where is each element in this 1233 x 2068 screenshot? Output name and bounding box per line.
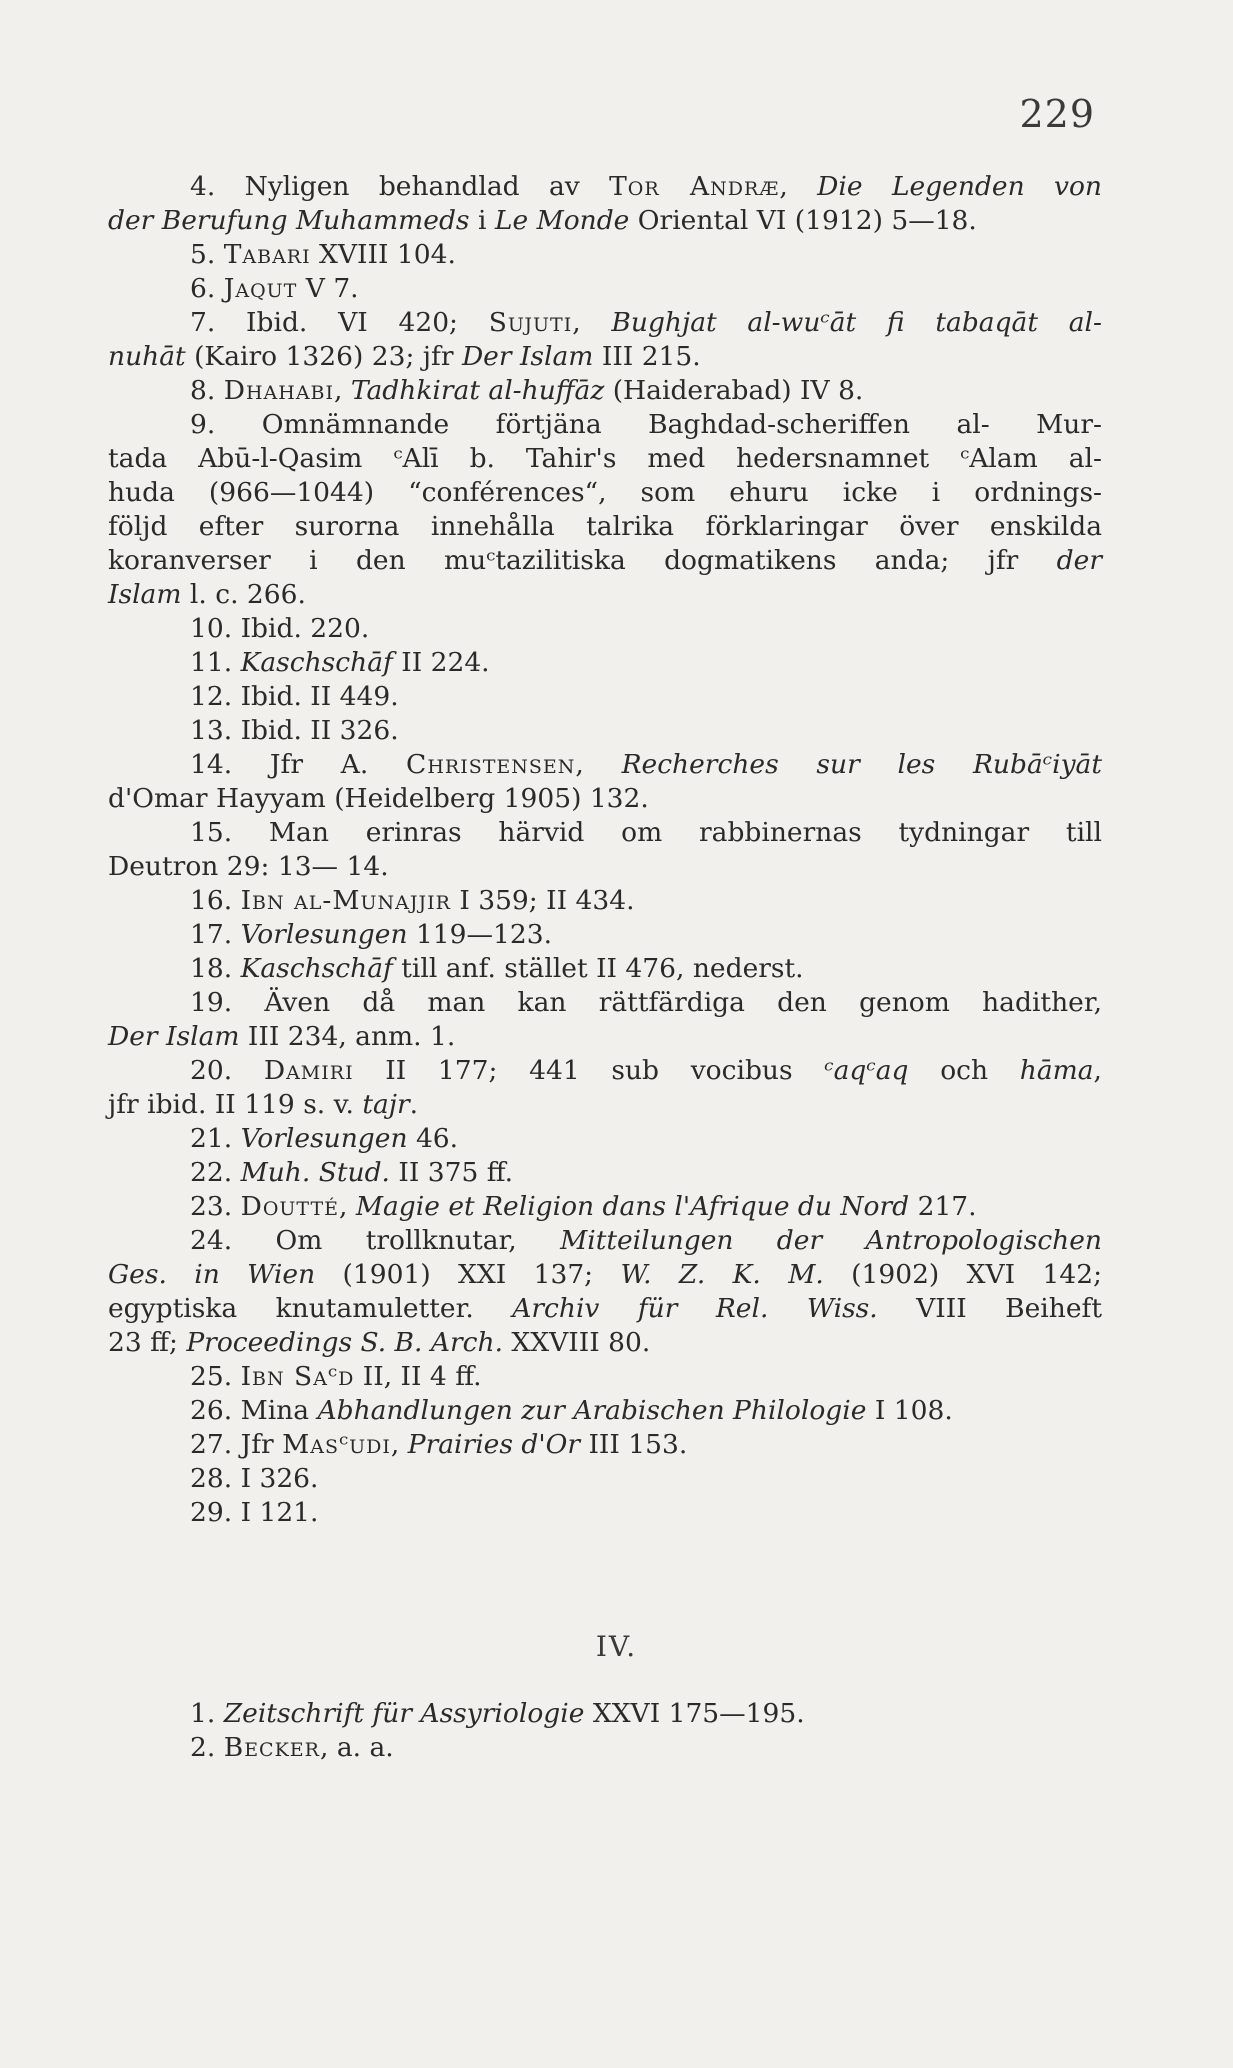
text-run: i xyxy=(469,205,495,236)
footnote-line xyxy=(108,1360,1102,1394)
text-run: 19. Även då man kan rättfärdiga den genom hadither, xyxy=(190,987,1102,1018)
footnote-line xyxy=(108,612,1102,646)
text-run: 27. Jfr xyxy=(190,1429,283,1460)
text-run: (Haiderabad) IV 8. xyxy=(604,375,864,406)
footnote-line xyxy=(108,238,1102,272)
footnote-line xyxy=(108,1428,1102,1462)
text-run: jfr ibid. II 119 s. v. xyxy=(108,1089,363,1120)
text-run: II 177; 441 sub vocibus xyxy=(353,1055,825,1086)
italic-title: Der Islam xyxy=(108,1021,240,1052)
text-run: 25. xyxy=(190,1361,241,1392)
text-run: 14. Jfr A. xyxy=(190,749,407,780)
footnote xyxy=(108,170,1102,238)
author-name: Dhahabi xyxy=(223,375,335,406)
text-run: XXVIII 80. xyxy=(503,1327,651,1358)
author-name: Tabari xyxy=(223,239,311,270)
footnote-line xyxy=(108,1156,1102,1190)
footnotes-section-iv xyxy=(108,1697,1102,1765)
text-run: 6. xyxy=(190,273,224,304)
footnote-line xyxy=(108,306,1102,340)
footnote-line xyxy=(108,850,1102,884)
footnote-line xyxy=(108,1190,1102,1224)
text-run: och xyxy=(908,1055,1020,1086)
text-run: XVIII 104. xyxy=(310,239,456,270)
footnote-line xyxy=(108,578,1102,612)
text-run: (1901) XXI 137; xyxy=(315,1259,621,1290)
text-run: 46. xyxy=(407,1123,459,1154)
footnote-line xyxy=(108,170,1102,204)
footnote-line xyxy=(108,884,1102,918)
text-run: , xyxy=(338,1191,356,1222)
italic-title: Tadhkirat al-huffāz xyxy=(350,375,605,406)
text-run: Deutron 29: 13— 14. xyxy=(108,851,389,882)
text-run: till anf. stället II 476, nederst. xyxy=(392,953,804,984)
footnote xyxy=(108,612,1102,646)
footnote-line xyxy=(108,1258,1102,1292)
text-run: II 375 ff. xyxy=(389,1157,514,1188)
text-run: (1902) XVI 142; xyxy=(823,1259,1102,1290)
footnote xyxy=(108,816,1102,884)
text-run: följd efter surorna innehålla talrika förklaringar över enskilda xyxy=(108,511,1102,542)
footnote-line xyxy=(108,1394,1102,1428)
footnote-line xyxy=(108,1697,1102,1731)
text-run: II, II 4 ff. xyxy=(354,1361,482,1392)
italic-title: Zeitschrift für Assyriologie xyxy=(223,1698,585,1729)
text-run: 217. xyxy=(909,1191,977,1222)
italic-title: Die Legenden von xyxy=(817,171,1103,202)
text-run: 5. xyxy=(190,239,224,270)
footnote xyxy=(108,646,1102,680)
footnote-line xyxy=(108,816,1102,850)
text-run: 7. Ibid. VI 420; xyxy=(190,307,489,338)
italic-title: Islam xyxy=(108,579,182,610)
text-run: 15. Man erinras härvid om rabbinernas tydningar till xyxy=(190,817,1102,848)
text-run: 2. xyxy=(190,1732,224,1763)
text-run: 28. I 326. xyxy=(190,1463,319,1494)
text-run: V 7. xyxy=(297,273,359,304)
text-run: . xyxy=(409,1089,419,1120)
text-run: I 359; II 434. xyxy=(450,885,635,916)
footnote xyxy=(108,1156,1102,1190)
italic-title: ᶜaqᶜaq xyxy=(824,1055,909,1086)
footnote-line xyxy=(108,272,1102,306)
text-run: , xyxy=(1093,1055,1102,1086)
footnote-line xyxy=(108,1462,1102,1496)
text-run: 23 ff; xyxy=(108,1327,187,1358)
italic-title: Prairies d'Or xyxy=(407,1429,581,1460)
text-run: 12. Ibid. II 449. xyxy=(190,681,399,712)
footnote-line xyxy=(108,340,1102,374)
author-name: Damiri xyxy=(263,1055,354,1086)
footnote-line xyxy=(108,986,1102,1020)
text-run: XXVI 175—195. xyxy=(584,1698,805,1729)
footnote-line xyxy=(108,680,1102,714)
footnote xyxy=(108,374,1102,408)
footnote-line xyxy=(108,1088,1102,1122)
footnote xyxy=(108,918,1102,952)
text-run: , xyxy=(572,307,612,338)
text-run: , xyxy=(334,375,351,406)
italic-title: Muh. Stud. xyxy=(240,1157,390,1188)
text-run: koranverser i den muᶜtazilitiska dogmatikens anda; jfr xyxy=(108,545,1057,576)
text-run: III 234, anm. 1. xyxy=(239,1021,456,1052)
footnote-line xyxy=(108,714,1102,748)
text-run: II 224. xyxy=(392,647,490,678)
footnote xyxy=(108,1122,1102,1156)
text-run: I 108. xyxy=(866,1395,953,1426)
text-run: 23. xyxy=(190,1191,241,1222)
footnotes-section-iii xyxy=(108,170,1102,1530)
italic-title: Le Monde xyxy=(494,205,630,236)
author-name: Christensen xyxy=(406,749,576,780)
footnote-line xyxy=(108,1054,1102,1088)
italic-title: W. Z. K. M. xyxy=(620,1259,824,1290)
text-run: 24. Om trollknutar, xyxy=(190,1225,561,1256)
text-run: d'Omar Hayyam (Heidelberg 1905) 132. xyxy=(108,783,649,814)
footnote xyxy=(108,1428,1102,1462)
text-run: 1. xyxy=(190,1698,224,1729)
author-name: Masᶜudi xyxy=(282,1429,391,1460)
italic-title: Kaschschāf xyxy=(240,953,393,984)
author-name: Doutté xyxy=(240,1191,339,1222)
text-run: 26. Mina xyxy=(190,1395,318,1426)
author-name: Tor Andræ xyxy=(609,171,780,202)
text-run: 21. xyxy=(190,1123,241,1154)
footnote-line xyxy=(108,544,1102,578)
footnote xyxy=(108,1496,1102,1530)
text-run: egyptiska knutamuletter. xyxy=(108,1293,513,1324)
text-run: 11. xyxy=(190,647,241,678)
footnote-line xyxy=(108,918,1102,952)
footnote xyxy=(108,748,1102,816)
author-name: Ibn al-Munajjir xyxy=(240,885,451,916)
italic-title: Abhandlungen zur Arabischen Philologie xyxy=(317,1395,867,1426)
italic-title: Der Islam xyxy=(461,341,594,372)
italic-title: Kaschschāf xyxy=(240,647,393,678)
footnote-line xyxy=(108,1122,1102,1156)
italic-title: Vorlesungen xyxy=(240,919,408,950)
italic-title: Magie et Religion dans l'Afrique du Nord xyxy=(355,1191,910,1222)
footnote xyxy=(108,1394,1102,1428)
footnote xyxy=(108,714,1102,748)
footnote xyxy=(108,1731,1102,1765)
italic-title: Vorlesungen xyxy=(240,1123,408,1154)
footnote xyxy=(108,952,1102,986)
text-run: 22. xyxy=(190,1157,241,1188)
text-run: III 153. xyxy=(580,1429,688,1460)
footnote xyxy=(108,1360,1102,1394)
footnote-line xyxy=(108,646,1102,680)
footnote xyxy=(108,272,1102,306)
footnote xyxy=(108,238,1102,272)
italic-title: Bughjat al-wuᶜāt fi tabaqāt al- xyxy=(611,307,1102,338)
footnote-line xyxy=(108,1292,1102,1326)
footnote-line xyxy=(108,952,1102,986)
italic-title: nuhāt xyxy=(108,341,186,372)
text-run: Oriental VI (1912) 5—18. xyxy=(629,205,977,236)
text-run: huda (966—1044) “conférences“, som ehuru icke i ordnings- xyxy=(108,477,1102,508)
text-run: 9. Omnämnande förtjäna Baghdad-scheriffen al- Mur- xyxy=(190,409,1102,440)
footnote-line xyxy=(108,1326,1102,1360)
text-run: tada Abū-l-Qasim ᶜAlī b. Tahir's med hedersnamnet ᶜAlam al- xyxy=(108,443,1102,474)
text-run: 10. Ibid. 220. xyxy=(190,613,370,644)
footnote-line xyxy=(108,1731,1102,1765)
footnote xyxy=(108,1190,1102,1224)
italic-title: der Berufung Muhammeds xyxy=(108,205,470,236)
text-run: 17. xyxy=(190,919,241,950)
footnote-line xyxy=(108,408,1102,442)
text-run: 119—123. xyxy=(407,919,553,950)
text-run: (Kairo 1326) 23; jfr xyxy=(185,341,462,372)
footnote-line xyxy=(108,510,1102,544)
text-run: , xyxy=(390,1429,408,1460)
italic-title: Mitteilungen der Antropologischen xyxy=(560,1225,1102,1256)
footnote-line xyxy=(108,476,1102,510)
text-run: 4. Nyligen behandlad av xyxy=(190,171,610,202)
footnote xyxy=(108,1224,1102,1360)
italic-title: tajr xyxy=(362,1089,410,1120)
footnote-line xyxy=(108,782,1102,816)
author-name: Jaqut xyxy=(223,273,298,304)
page-number: 229 xyxy=(1019,92,1095,136)
footnote-line xyxy=(108,1496,1102,1530)
text-run: 16. xyxy=(190,885,241,916)
footnote-line xyxy=(108,1224,1102,1258)
footnote-line xyxy=(108,374,1102,408)
footnote xyxy=(108,1697,1102,1731)
footnote-line xyxy=(108,1020,1102,1054)
footnote xyxy=(108,306,1102,374)
author-name: Ibn Saᶜd xyxy=(240,1361,355,1392)
author-name: Becker xyxy=(223,1732,320,1763)
italic-title: hāma xyxy=(1019,1055,1094,1086)
footnote-line xyxy=(108,748,1102,782)
text-run: l. c. 266. xyxy=(181,579,306,610)
section-heading: IV. xyxy=(595,1630,638,1663)
text-run: , a. a. xyxy=(319,1732,394,1763)
footnote xyxy=(108,680,1102,714)
italic-title: der xyxy=(1056,545,1102,576)
text-run: 20. xyxy=(190,1055,264,1086)
text-run: , xyxy=(779,171,818,202)
italic-title: Ges. in Wien xyxy=(108,1259,316,1290)
text-run: 8. xyxy=(190,375,224,406)
text-run: 13. Ibid. II 326. xyxy=(190,715,399,746)
italic-title: Archiv für Rel. Wiss. xyxy=(512,1293,878,1324)
footnote xyxy=(108,408,1102,612)
italic-title: Proceedings S. B. Arch. xyxy=(186,1327,503,1358)
text-run: VIII Beiheft xyxy=(877,1293,1102,1324)
text-run: III 215. xyxy=(593,341,701,372)
text-run: 29. I 121. xyxy=(190,1497,319,1528)
text-run: , xyxy=(575,749,622,780)
footnote xyxy=(108,1462,1102,1496)
footnote xyxy=(108,986,1102,1054)
footnote-line xyxy=(108,204,1102,238)
author-name: Sujuti xyxy=(488,307,573,338)
footnote-line xyxy=(108,442,1102,476)
text-run: 18. xyxy=(190,953,241,984)
footnote xyxy=(108,884,1102,918)
italic-title: Recherches sur les Rubāᶜiyāt xyxy=(621,749,1103,780)
footnote xyxy=(108,1054,1102,1122)
